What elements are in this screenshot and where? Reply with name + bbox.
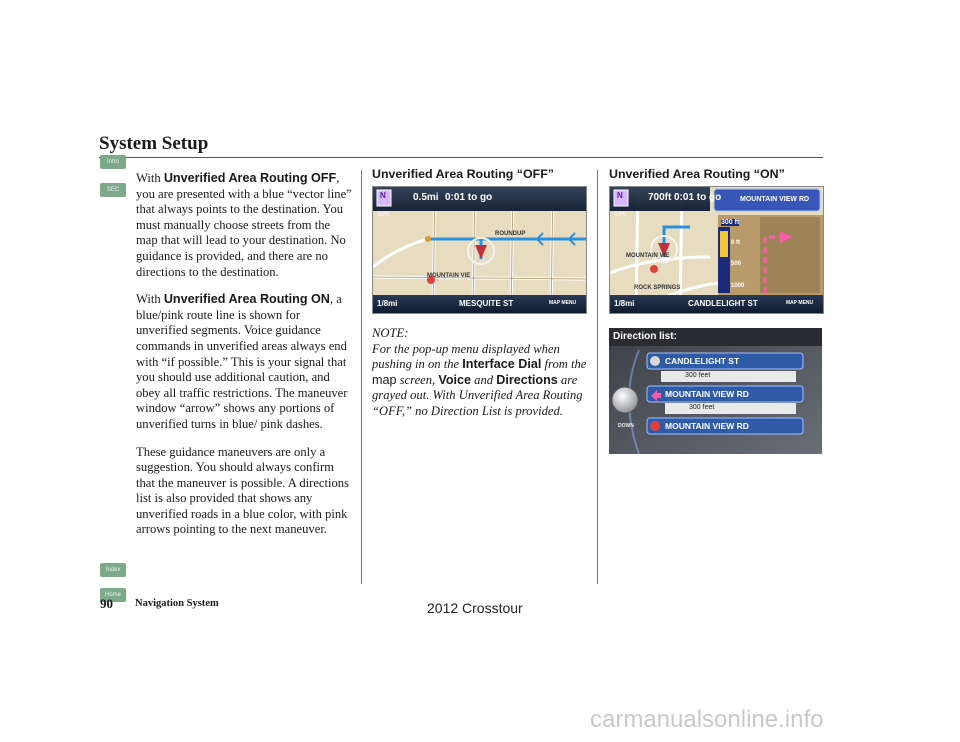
- index-button[interactable]: Index: [100, 563, 126, 577]
- page-number: 90: [100, 596, 113, 611]
- body-column-1: [136, 171, 354, 550]
- paragraph-on: With Unverified Area Routing ON, a blue/pink route line is shown for unverified segments. Voice guidance commands in unverified areas always end with “if possible.” This is your signal that you should use additional caution, and obey all traffic restrictions. The maneuver window “arrow” shows any portions of unverified turns in blue/ pink dashes.: [136, 292, 348, 431]
- distance-readout: 0.5mi: [413, 192, 439, 203]
- note-label: NOTE:: [372, 326, 409, 340]
- down-label[interactable]: DOWN: [618, 423, 634, 429]
- gps-badge: GPS: [614, 212, 627, 218]
- direction-item[interactable]: CANDLELIGHT ST: [665, 356, 740, 366]
- street-label: ROUNDUP: [495, 231, 526, 237]
- map-menu-label: MAP MENU: [786, 300, 814, 306]
- map-scale: 1/8mi: [614, 299, 635, 308]
- paragraph-suggestion: These guidance maneuvers are only a suggestion. You should always confirm that the maneuver is possible. A directions list is also provided that shows any unverified roads in a blue color, with pink arrows pointing to the next maneuver.: [136, 444, 350, 537]
- column-divider: [361, 170, 362, 584]
- current-street: MESQUITE ST: [459, 299, 514, 308]
- model-label: 2012 Crosstour: [427, 600, 523, 616]
- maneuver-street: MOUNTAIN VIEW RD: [740, 196, 810, 203]
- watermark: carmanualsonline.info: [590, 706, 824, 733]
- map-screen-on: [609, 186, 824, 314]
- distance-scale-0: 0 ft: [731, 240, 740, 246]
- direction-item[interactable]: MOUNTAIN VIEW RD: [665, 389, 749, 399]
- page-title: System Setup: [99, 133, 209, 154]
- heading-on: Unverified Area Routing “ON”: [609, 167, 785, 181]
- direction-item[interactable]: MOUNTAIN VIEW RD: [665, 421, 749, 431]
- time-readout: 0:01 to go: [674, 192, 722, 203]
- gps-badge: GPS: [377, 212, 390, 218]
- current-street: CANDLELIGHT ST: [688, 299, 758, 308]
- column-divider: [597, 170, 598, 584]
- map-menu-label: MAP MENU: [549, 300, 577, 306]
- paragraph-off: With Unverified Area Routing OFF, you are presented with a blue “vector line” that always points to the destination. You must manually choose streets from the map that will lead to your destination. No guidance is provided, and there are no directions to the destination.: [136, 171, 352, 279]
- street-label: MOUNTAIN VIE: [427, 273, 471, 279]
- time-readout: 0:01 to go: [445, 192, 493, 203]
- street-label: MOUNTAIN VIE: [626, 253, 670, 259]
- distance-scale-500: 500: [731, 261, 742, 267]
- home-button[interactable]: Home: [100, 588, 126, 602]
- sec-button[interactable]: SEC: [100, 183, 126, 197]
- compass-n-label: N: [617, 191, 623, 200]
- street-label: ROCK SPRINGS: [634, 285, 681, 291]
- title-rule: [99, 157, 823, 158]
- heading-off: Unverified Area Routing “OFF”: [372, 167, 554, 181]
- footer-section: Navigation System: [135, 598, 219, 609]
- distance-scale-1000: 1000: [731, 283, 745, 289]
- note-text: For the pop-up menu displayed when pushing in on the Interface Dial from the map screen, Voice and Directions are grayed out. With Unverified Area Routing “OFF,” no Direction List is provided.: [372, 341, 587, 418]
- map-screen-off: [372, 186, 587, 314]
- distance-readout: 700ft: [648, 192, 672, 203]
- map-scale: 1/8mi: [377, 299, 398, 308]
- direction-item-distance: 300 feet: [685, 372, 711, 379]
- compass-n-label: N: [380, 191, 386, 200]
- direction-item-distance: 300 feet: [689, 404, 715, 411]
- note-block: [372, 326, 594, 420]
- intro-button[interactable]: Intro: [100, 155, 126, 169]
- direction-list-screen: [609, 328, 822, 454]
- maneuver-distance: 300 ft: [721, 219, 740, 226]
- direction-list-title: Direction list:: [613, 331, 677, 342]
